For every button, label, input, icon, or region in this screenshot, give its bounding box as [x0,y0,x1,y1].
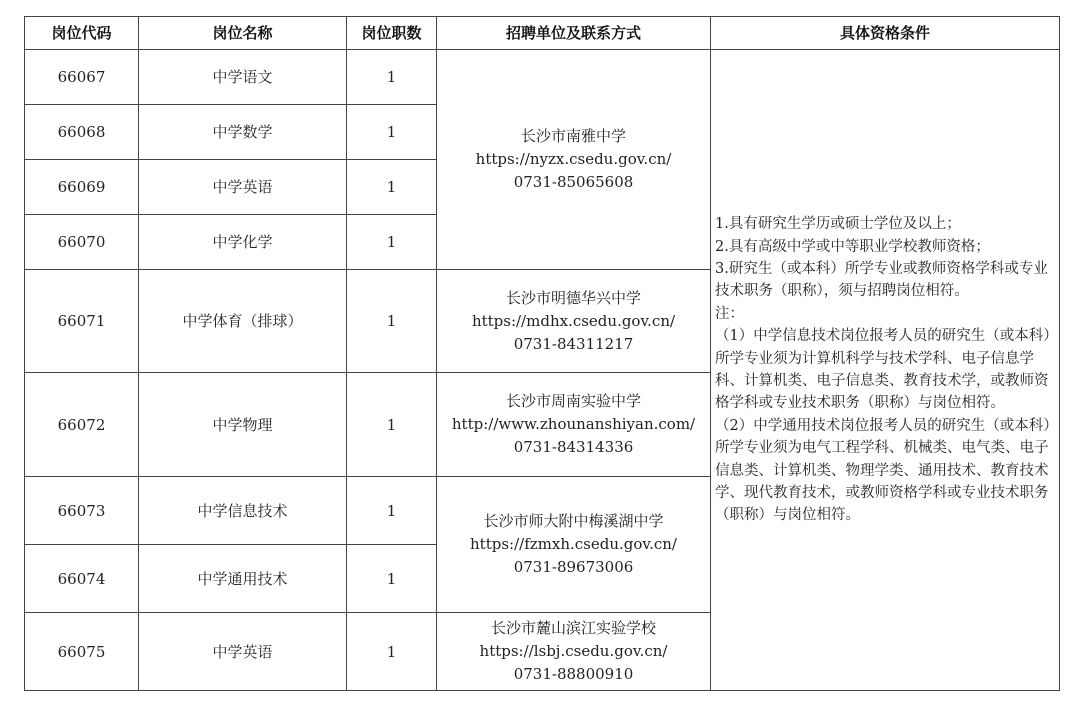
condition-line: 1.具有研究生学历或硕士学位及以上； [715,216,961,233]
conditions-cell [711,50,1060,691]
job-count: 1 [347,105,437,160]
unit-phone: 0731-89673006 [513,558,634,576]
job-table [24,16,1060,691]
unit-url: https://mdhx.csedu.gov.cn/ [471,311,676,330]
header-row [25,17,1060,50]
job-name: 中学物理 [139,373,347,477]
job-code: 66067 [25,50,139,105]
condition-line: （2）中学通用技术岗位报考人员的研究生（或本科）所学专业须为电气工程学科、机械类、电气类、电子信息类、计算机类、物理学类、通用技术、教育技术学、现代教育技术，或教师资格学科或专业技术职务（职称）与岗位相符。 [715,417,1051,524]
job-count: 1 [347,373,437,477]
header-count: 岗位职数 [347,17,437,50]
unit-phone: 0731-88800910 [513,665,634,683]
condition-line: 3.研究生（或本科）所学专业或教师资格学科或专业技术职务（职称），须与招聘岗位相符。 [715,260,1048,300]
job-code: 66072 [25,373,139,477]
condition-line: （1）中学信息技术岗位报考人员的研究生（或本科）所学专业须为计算机科学与技术学科、电子信息学科、计算机类、电子信息类、教育技术学，或教师资格学科或专业技术职务（职称）与岗位相符。 [715,328,1051,412]
unit-phone: 0731-84314336 [513,438,634,456]
unit-url: https://nyzx.csedu.gov.cn/ [475,150,672,168]
unit-phone: 0731-85065608 [513,173,634,191]
condition-line: 2.具有高级中学或中等职业学校教师资格； [715,238,990,255]
unit-name: 长沙市周南实验中学 [505,392,641,410]
job-code: 66071 [25,270,139,373]
job-name: 中学数学 [139,105,347,160]
job-count: 1 [347,545,437,613]
job-name: 中学语文 [139,50,347,105]
header-name: 岗位名称 [139,17,347,50]
job-count: 1 [347,50,437,105]
job-code: 66068 [25,105,139,160]
header-conditions: 具体资格条件 [711,17,1060,50]
unit-cell [437,50,711,270]
header-unit: 招聘单位及联系方式 [437,17,711,50]
unit-cell [437,270,711,373]
job-code: 66069 [25,160,139,215]
job-name: 中学信息技术 [139,477,347,545]
unit-name: 长沙市明德华兴中学 [505,288,641,307]
table-row [25,50,1060,105]
unit-cell [437,477,711,613]
job-count: 1 [347,270,437,373]
job-name: 中学英语 [139,160,347,215]
unit-cell [437,613,711,691]
job-count: 1 [347,160,437,215]
job-count: 1 [347,613,437,691]
job-code: 66073 [25,477,139,545]
job-count: 1 [347,477,437,545]
unit-name: 长沙市师大附中梅溪湖中学 [483,512,664,530]
header-code: 岗位代码 [25,17,139,50]
unit-url: https://lsbj.csedu.gov.cn/ [479,642,668,660]
job-name: 中学体育（排球） [139,270,347,373]
unit-name: 长沙市麓山滨江实验学校 [490,619,656,637]
job-name: 中学英语 [139,613,347,691]
unit-url: http://www.zhounanshiyan.com/ [451,415,696,433]
job-code: 66070 [25,215,139,270]
job-count: 1 [347,215,437,270]
job-code: 66074 [25,545,139,613]
unit-cell [437,373,711,477]
unit-url: https://fzmxh.csedu.gov.cn/ [470,535,677,553]
job-name: 中学通用技术 [139,545,347,613]
job-name: 中学化学 [139,215,347,270]
condition-line: 注： [715,305,744,322]
unit-name: 长沙市南雅中学 [520,127,626,145]
unit-phone: 0731-84311217 [513,334,634,353]
job-code: 66075 [25,613,139,691]
